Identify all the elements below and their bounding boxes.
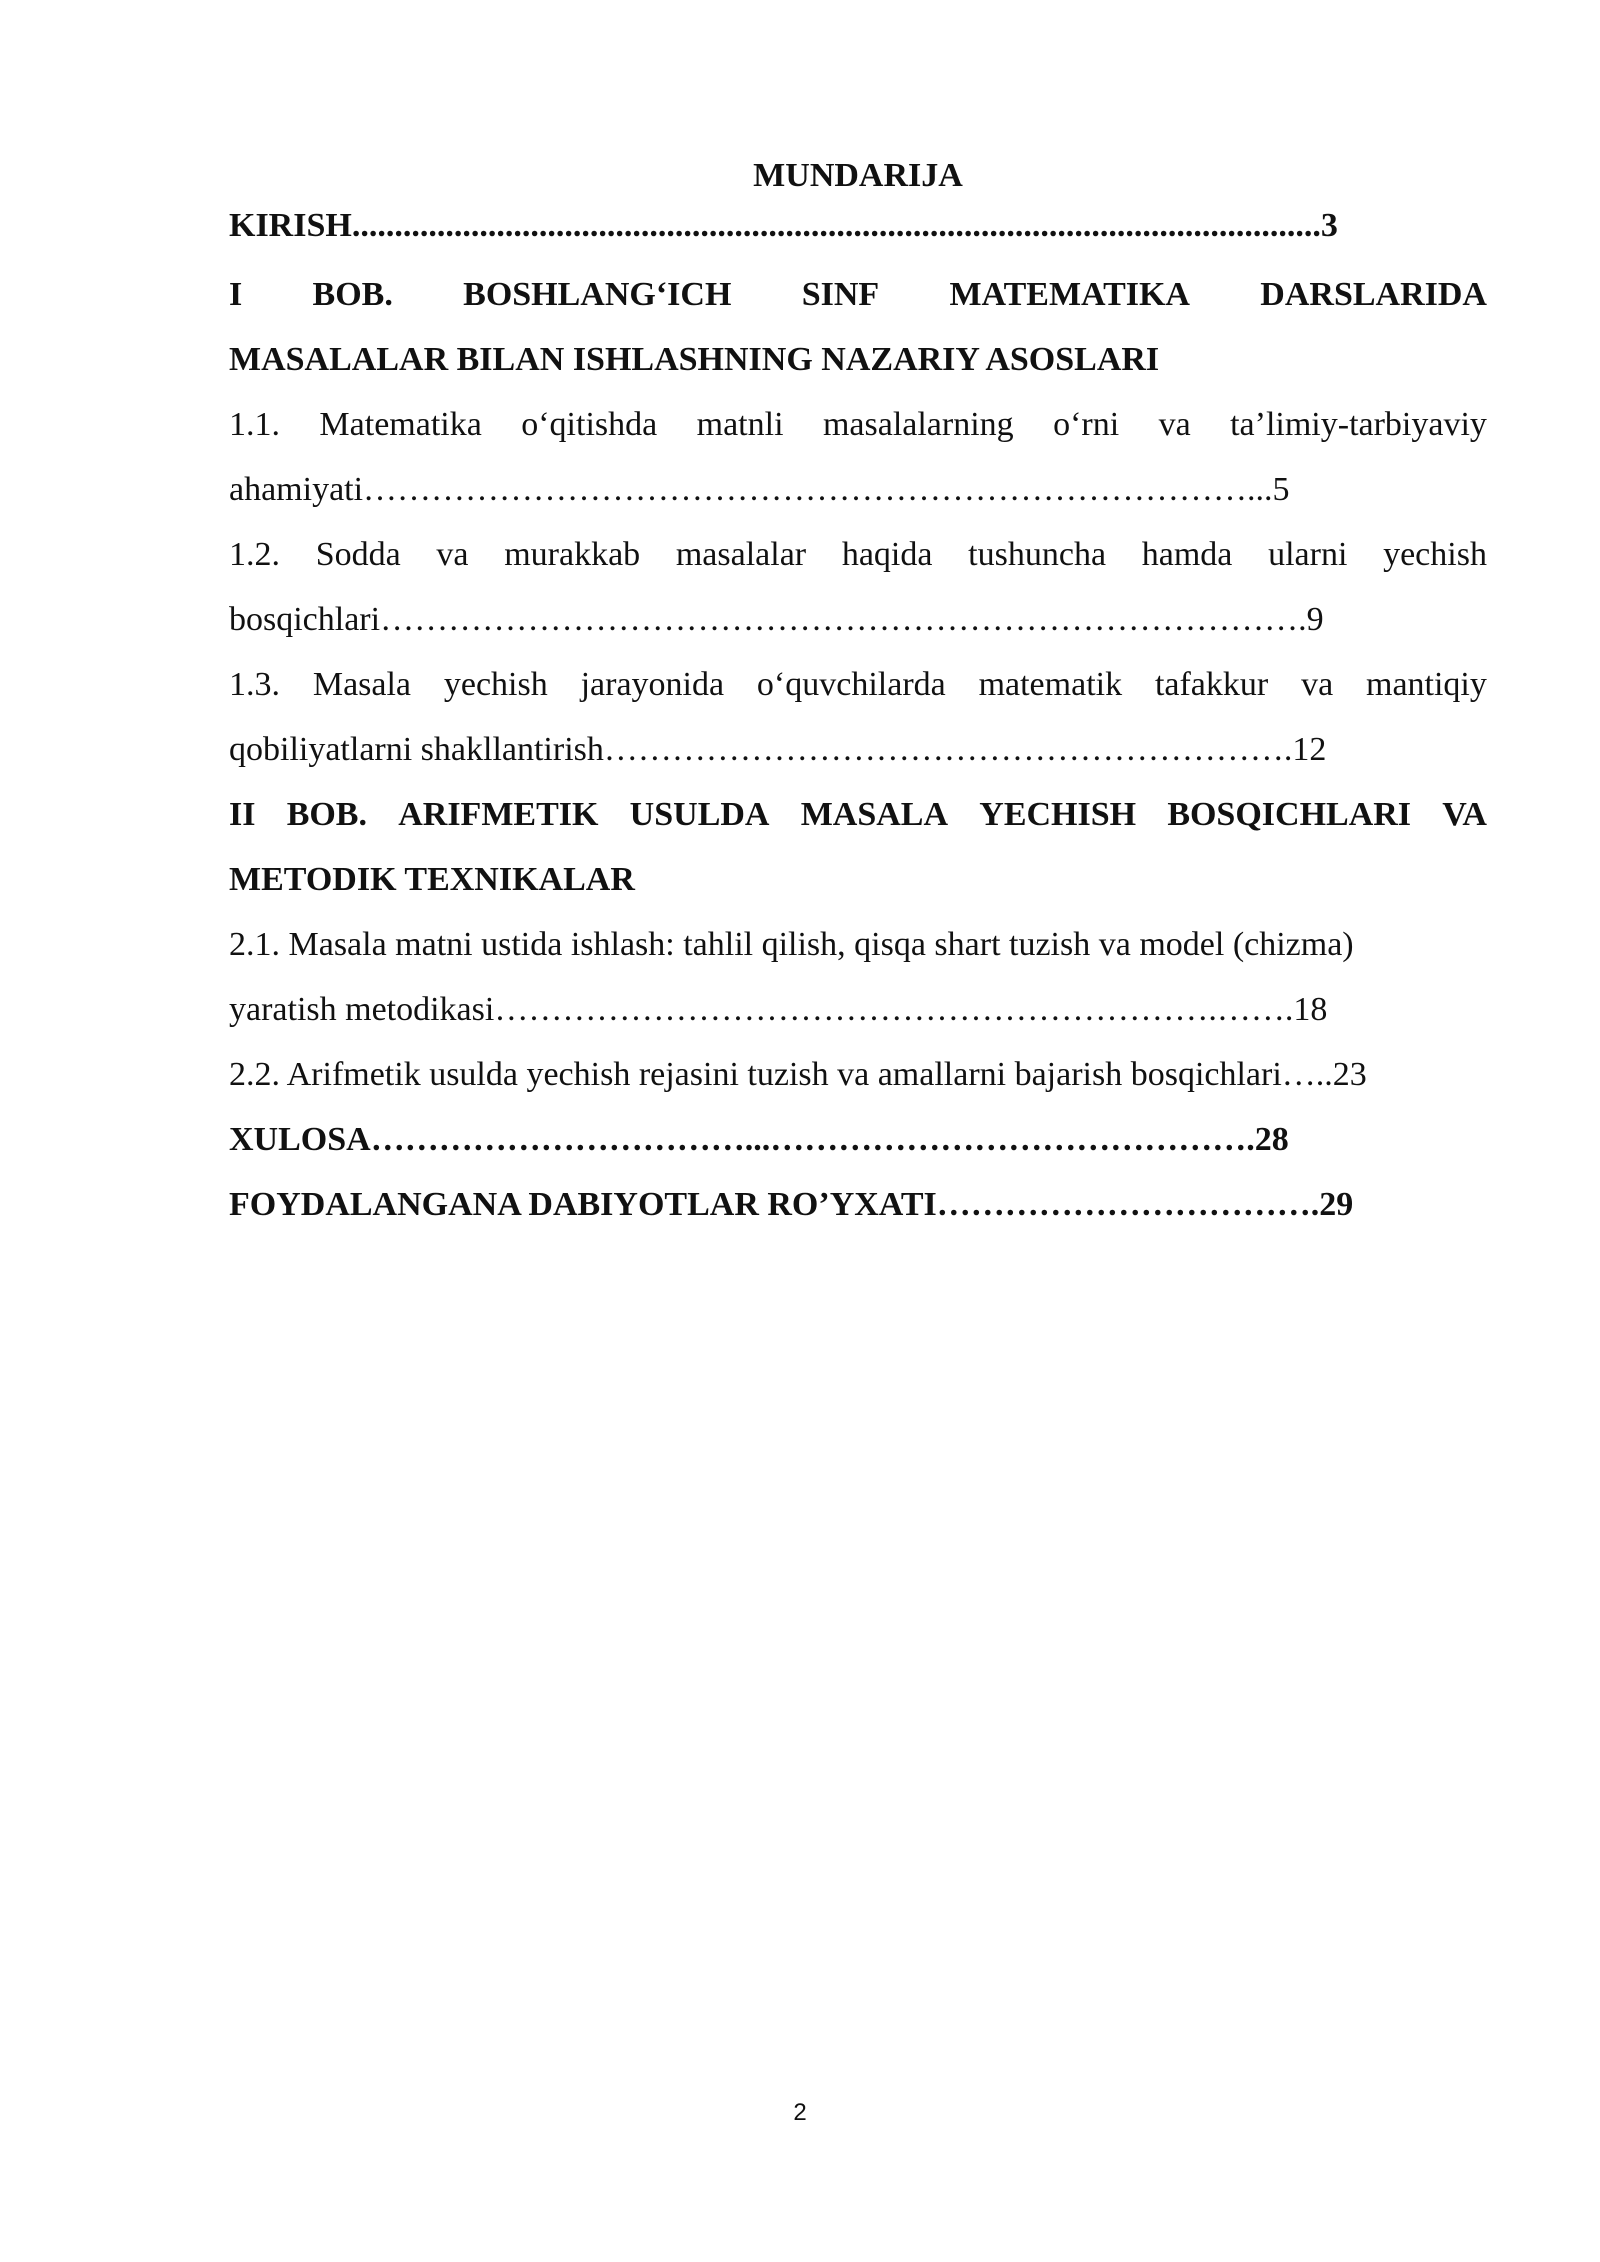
- toc-word: ta’limiy-tarbiyaviy: [1230, 406, 1487, 443]
- toc-section-1-1-line1: [229, 392, 1487, 457]
- toc-word: 1.2.: [229, 536, 280, 573]
- table-of-contents: [229, 150, 1487, 1237]
- toc-word: 1.3.: [229, 666, 280, 703]
- toc-word: matematik: [978, 666, 1123, 703]
- toc-word: mantiqiy: [1366, 666, 1487, 703]
- toc-word: masalalarning: [822, 406, 1014, 443]
- toc-word: YECHISH: [979, 796, 1137, 833]
- toc-word: o‘quvchilarda: [756, 666, 946, 703]
- toc-word: Matematika: [319, 406, 482, 443]
- page-number: 2: [793, 2099, 807, 2126]
- toc-word: 1.1.: [229, 406, 280, 443]
- toc-section-1-3-line1: [229, 652, 1487, 717]
- toc-chapter-1-title-line1: [229, 262, 1487, 327]
- toc-chapter-1-title-line2: MASALALAR BILAN ISHLASHNING NAZARIY ASOSLARI: [229, 341, 1160, 378]
- toc-entry-xulosa: XULOSA……………………………...…………………………………….28: [229, 1121, 1289, 1158]
- toc-chapter-2-title-line2: METODIK TEXNIKALAR: [229, 861, 635, 898]
- toc-word: va: [436, 536, 469, 573]
- toc-word: Sodda: [315, 536, 401, 573]
- toc-word: tushuncha: [968, 536, 1107, 573]
- toc-section-1-3-line2: qobiliyatlarni shakllantirish…………………………………………………….12: [229, 731, 1327, 768]
- toc-word: BOSQICHLARI: [1167, 796, 1412, 833]
- toc-section-1-2-line1: [229, 522, 1487, 587]
- toc-word: o‘qitishda: [521, 406, 658, 443]
- toc-heading: MUNDARIJA: [753, 157, 963, 194]
- toc-section-1-2-line2: bosqichlari……………………………………………………………………….9: [229, 601, 1324, 638]
- toc-word: murakkab: [504, 536, 641, 573]
- toc-word: jarayonida: [580, 666, 725, 703]
- toc-word: matnli: [696, 406, 784, 443]
- toc-entry-kirish: KIRISH..................................................................................................................3: [229, 207, 1338, 244]
- toc-word: SINF: [801, 276, 880, 313]
- toc-word: USULDA: [629, 796, 770, 833]
- toc-word: va: [1158, 406, 1191, 443]
- toc-section-1-1-line2: ahamiyati……………………………………………………………………...5: [229, 471, 1290, 508]
- toc-section-2-2: 2.2. Arifmetik usulda yechish rejasini tuzish va amallarni bajarish bosqichlari…..23: [229, 1056, 1367, 1093]
- toc-word: BOSHLANG‘ICH: [463, 276, 732, 313]
- toc-chapter-2-title-line1: [229, 782, 1487, 847]
- toc-entry-references: FOYDALANGANA DABIYOTLAR RO’YXATI…………………………….29: [229, 1186, 1354, 1223]
- toc-word: MASALA: [800, 796, 949, 833]
- toc-section-2-1-line1: 2.1. Masala matni ustida ishlash: tahlil qilish, qisqa shart tuzish va model (chizma): [229, 926, 1354, 963]
- toc-word: I: [229, 276, 243, 313]
- toc-word: yechish: [443, 666, 548, 703]
- toc-word: va: [1301, 666, 1334, 703]
- toc-word: tafakkur: [1154, 666, 1269, 703]
- toc-section-2-1-line2: yaratish metodikasi……………………………………………………….…….18: [229, 991, 1328, 1028]
- toc-word: haqida: [841, 536, 933, 573]
- toc-word: ularni: [1268, 536, 1348, 573]
- toc-word: BOB.: [286, 796, 367, 833]
- toc-word: o‘rni: [1053, 406, 1120, 443]
- toc-word: Masala: [312, 666, 412, 703]
- toc-word: ARIFMETIK: [398, 796, 599, 833]
- toc-word: II: [229, 796, 256, 833]
- toc-word: DARSLARIDA: [1260, 276, 1487, 313]
- toc-word: yechish: [1383, 536, 1487, 573]
- toc-word: hamda: [1141, 536, 1233, 573]
- toc-word: BOB.: [312, 276, 393, 313]
- toc-word: VA: [1442, 796, 1487, 833]
- toc-word: MATEMATIKA: [949, 276, 1190, 313]
- toc-word: masalalar: [675, 536, 807, 573]
